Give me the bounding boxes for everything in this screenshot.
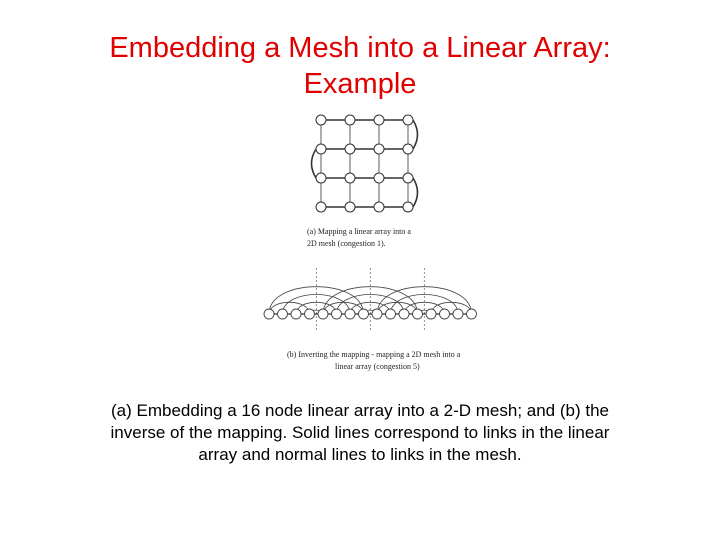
mesh-node: [345, 202, 355, 212]
mesh-node: [345, 115, 355, 125]
title-line-1: Embedding a Mesh into a Linear Array:: [109, 32, 611, 64]
linear-array-diagram: [264, 268, 477, 332]
linear-node: [453, 309, 463, 319]
linear-node: [467, 309, 477, 319]
mesh-link-arc: [323, 302, 364, 314]
mesh-node: [316, 144, 326, 154]
linear-node: [305, 309, 315, 319]
linear-node: [291, 309, 301, 319]
linear-node: [399, 309, 409, 319]
figure-svg: [255, 110, 505, 380]
caption-b-line-1: (b) Inverting the mapping - mapping a 2D mesh into a: [287, 350, 461, 359]
slide-title: [40, 30, 680, 102]
mesh-node: [345, 173, 355, 183]
caption-line-3: array and normal lines to links in the mesh.: [198, 445, 522, 464]
linear-node: [318, 309, 328, 319]
linear-node: [440, 309, 450, 319]
mesh-node: [403, 115, 413, 125]
mesh-link-arc: [377, 302, 418, 314]
caption-a-line-2: 2D mesh (congestion 1).: [307, 239, 386, 248]
mesh-link-arc: [431, 302, 472, 314]
linear-node: [359, 309, 369, 319]
mesh-node: [374, 202, 384, 212]
mesh-wrap-link: [413, 178, 418, 207]
mesh-node: [403, 173, 413, 183]
mesh-node: [316, 173, 326, 183]
mesh-node: [374, 115, 384, 125]
caption-line-1: (a) Embedding a 16 node linear array into a 2-D mesh; and (b) the: [111, 401, 609, 420]
mesh-node: [345, 144, 355, 154]
caption-b-line-2: linear array (congestion 5): [335, 362, 420, 371]
mesh-wrap-link: [312, 149, 317, 178]
mesh-link-arc: [269, 302, 310, 314]
linear-node: [386, 309, 396, 319]
mesh-diagram: [312, 115, 418, 212]
mesh-wrap-link: [413, 120, 418, 149]
linear-node: [332, 309, 342, 319]
linear-node: [264, 309, 274, 319]
title-line-2: Example: [303, 68, 417, 100]
linear-node: [345, 309, 355, 319]
linear-node: [426, 309, 436, 319]
mesh-node: [403, 202, 413, 212]
mesh-node: [374, 144, 384, 154]
caption-line-2: inverse of the mapping. Solid lines correspond to links in the linear: [110, 423, 610, 442]
mesh-node: [316, 202, 326, 212]
mesh-node: [403, 144, 413, 154]
embedding-figure: [255, 110, 505, 380]
slide-caption: [50, 400, 670, 466]
linear-node: [372, 309, 382, 319]
mesh-node: [374, 173, 384, 183]
caption-a-line-1: (a) Mapping a linear array into a: [307, 227, 411, 236]
linear-node: [413, 309, 423, 319]
linear-node: [278, 309, 288, 319]
mesh-node: [316, 115, 326, 125]
